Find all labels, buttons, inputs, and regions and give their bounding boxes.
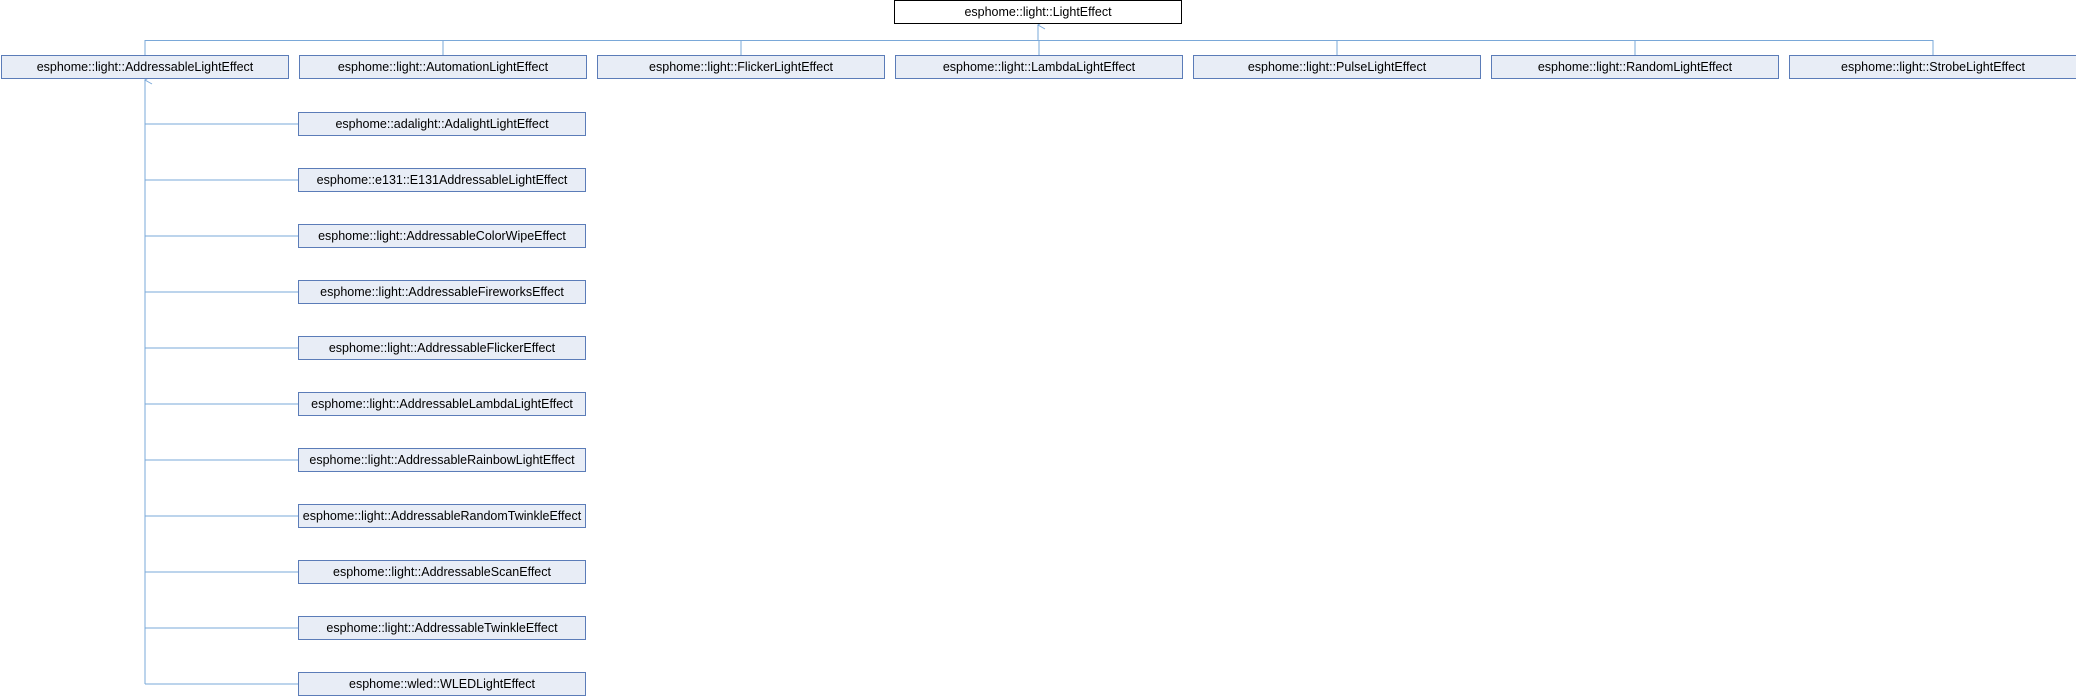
class-label: esphome::light::AddressableLightEffect <box>36 60 254 74</box>
class-node-lambda-light-effect[interactable] <box>896 56 1183 79</box>
class-label: esphome::light::RandomLightEffect <box>1537 60 1733 74</box>
class-label: esphome::wled::WLEDLightEffect <box>349 677 535 691</box>
class-node-addressable-random-twinkle-effect[interactable] <box>299 505 586 528</box>
class-label: esphome::light::StrobeLightEffect <box>1841 60 2025 74</box>
class-label: esphome::light::PulseLightEffect <box>1247 60 1427 74</box>
class-node-addressable-twinkle-effect[interactable] <box>299 617 586 640</box>
class-label: esphome::e131::E131AddressableLightEffect <box>316 173 568 187</box>
class-label: esphome::light::AddressableTwinkleEffect <box>326 621 558 635</box>
class-node-strobe-light-effect[interactable] <box>1790 56 2076 79</box>
class-node-pulse-light-effect[interactable] <box>1194 56 1481 79</box>
class-node-addressable-fireworks-effect[interactable] <box>299 281 586 304</box>
class-label: esphome::light::AddressableFireworksEffect <box>320 285 564 299</box>
class-label: esphome::light::AddressableColorWipeEffect <box>318 229 566 243</box>
class-label: esphome::light::AddressableRandomTwinkleEffect <box>302 509 582 523</box>
class-node-flicker-light-effect[interactable] <box>598 56 885 79</box>
class-label: esphome::light::AddressableFlickerEffect <box>328 341 556 355</box>
class-label: esphome::light::AddressableRainbowLightEffect <box>309 453 575 467</box>
class-node-addressable-scan-effect[interactable] <box>299 561 586 584</box>
class-label: esphome::light::AddressableLambdaLightEffect <box>311 397 573 411</box>
class-node-random-light-effect[interactable] <box>1492 56 1779 79</box>
class-label: esphome::light::AutomationLightEffect <box>337 60 549 74</box>
class-node-wled-light-effect[interactable] <box>299 673 586 696</box>
class-node-addressable-light-effect[interactable] <box>2 56 289 79</box>
class-node-e131-addressable-light-effect[interactable] <box>299 169 586 192</box>
class-node-addressable-flicker-effect[interactable] <box>299 337 586 360</box>
class-node-addressable-lambda-light-effect[interactable] <box>299 393 586 416</box>
class-node-automation-light-effect[interactable] <box>300 56 587 79</box>
class-label: esphome::light::LambdaLightEffect <box>942 60 1136 74</box>
class-node-addressable-color-wipe-effect[interactable] <box>299 225 586 248</box>
class-node-adalight-light-effect[interactable] <box>299 113 586 136</box>
class-label: esphome::adalight::AdalightLightEffect <box>335 117 549 131</box>
class-label: esphome::light::FlickerLightEffect <box>649 60 833 74</box>
class-nodes <box>2 1 2076 696</box>
class-label: esphome::light::AddressableScanEffect <box>333 565 551 579</box>
class-node-addressable-rainbow-light-effect[interactable] <box>299 449 586 472</box>
class-node-light-effect[interactable] <box>895 1 1182 24</box>
class-label: esphome::light::LightEffect <box>964 5 1112 19</box>
